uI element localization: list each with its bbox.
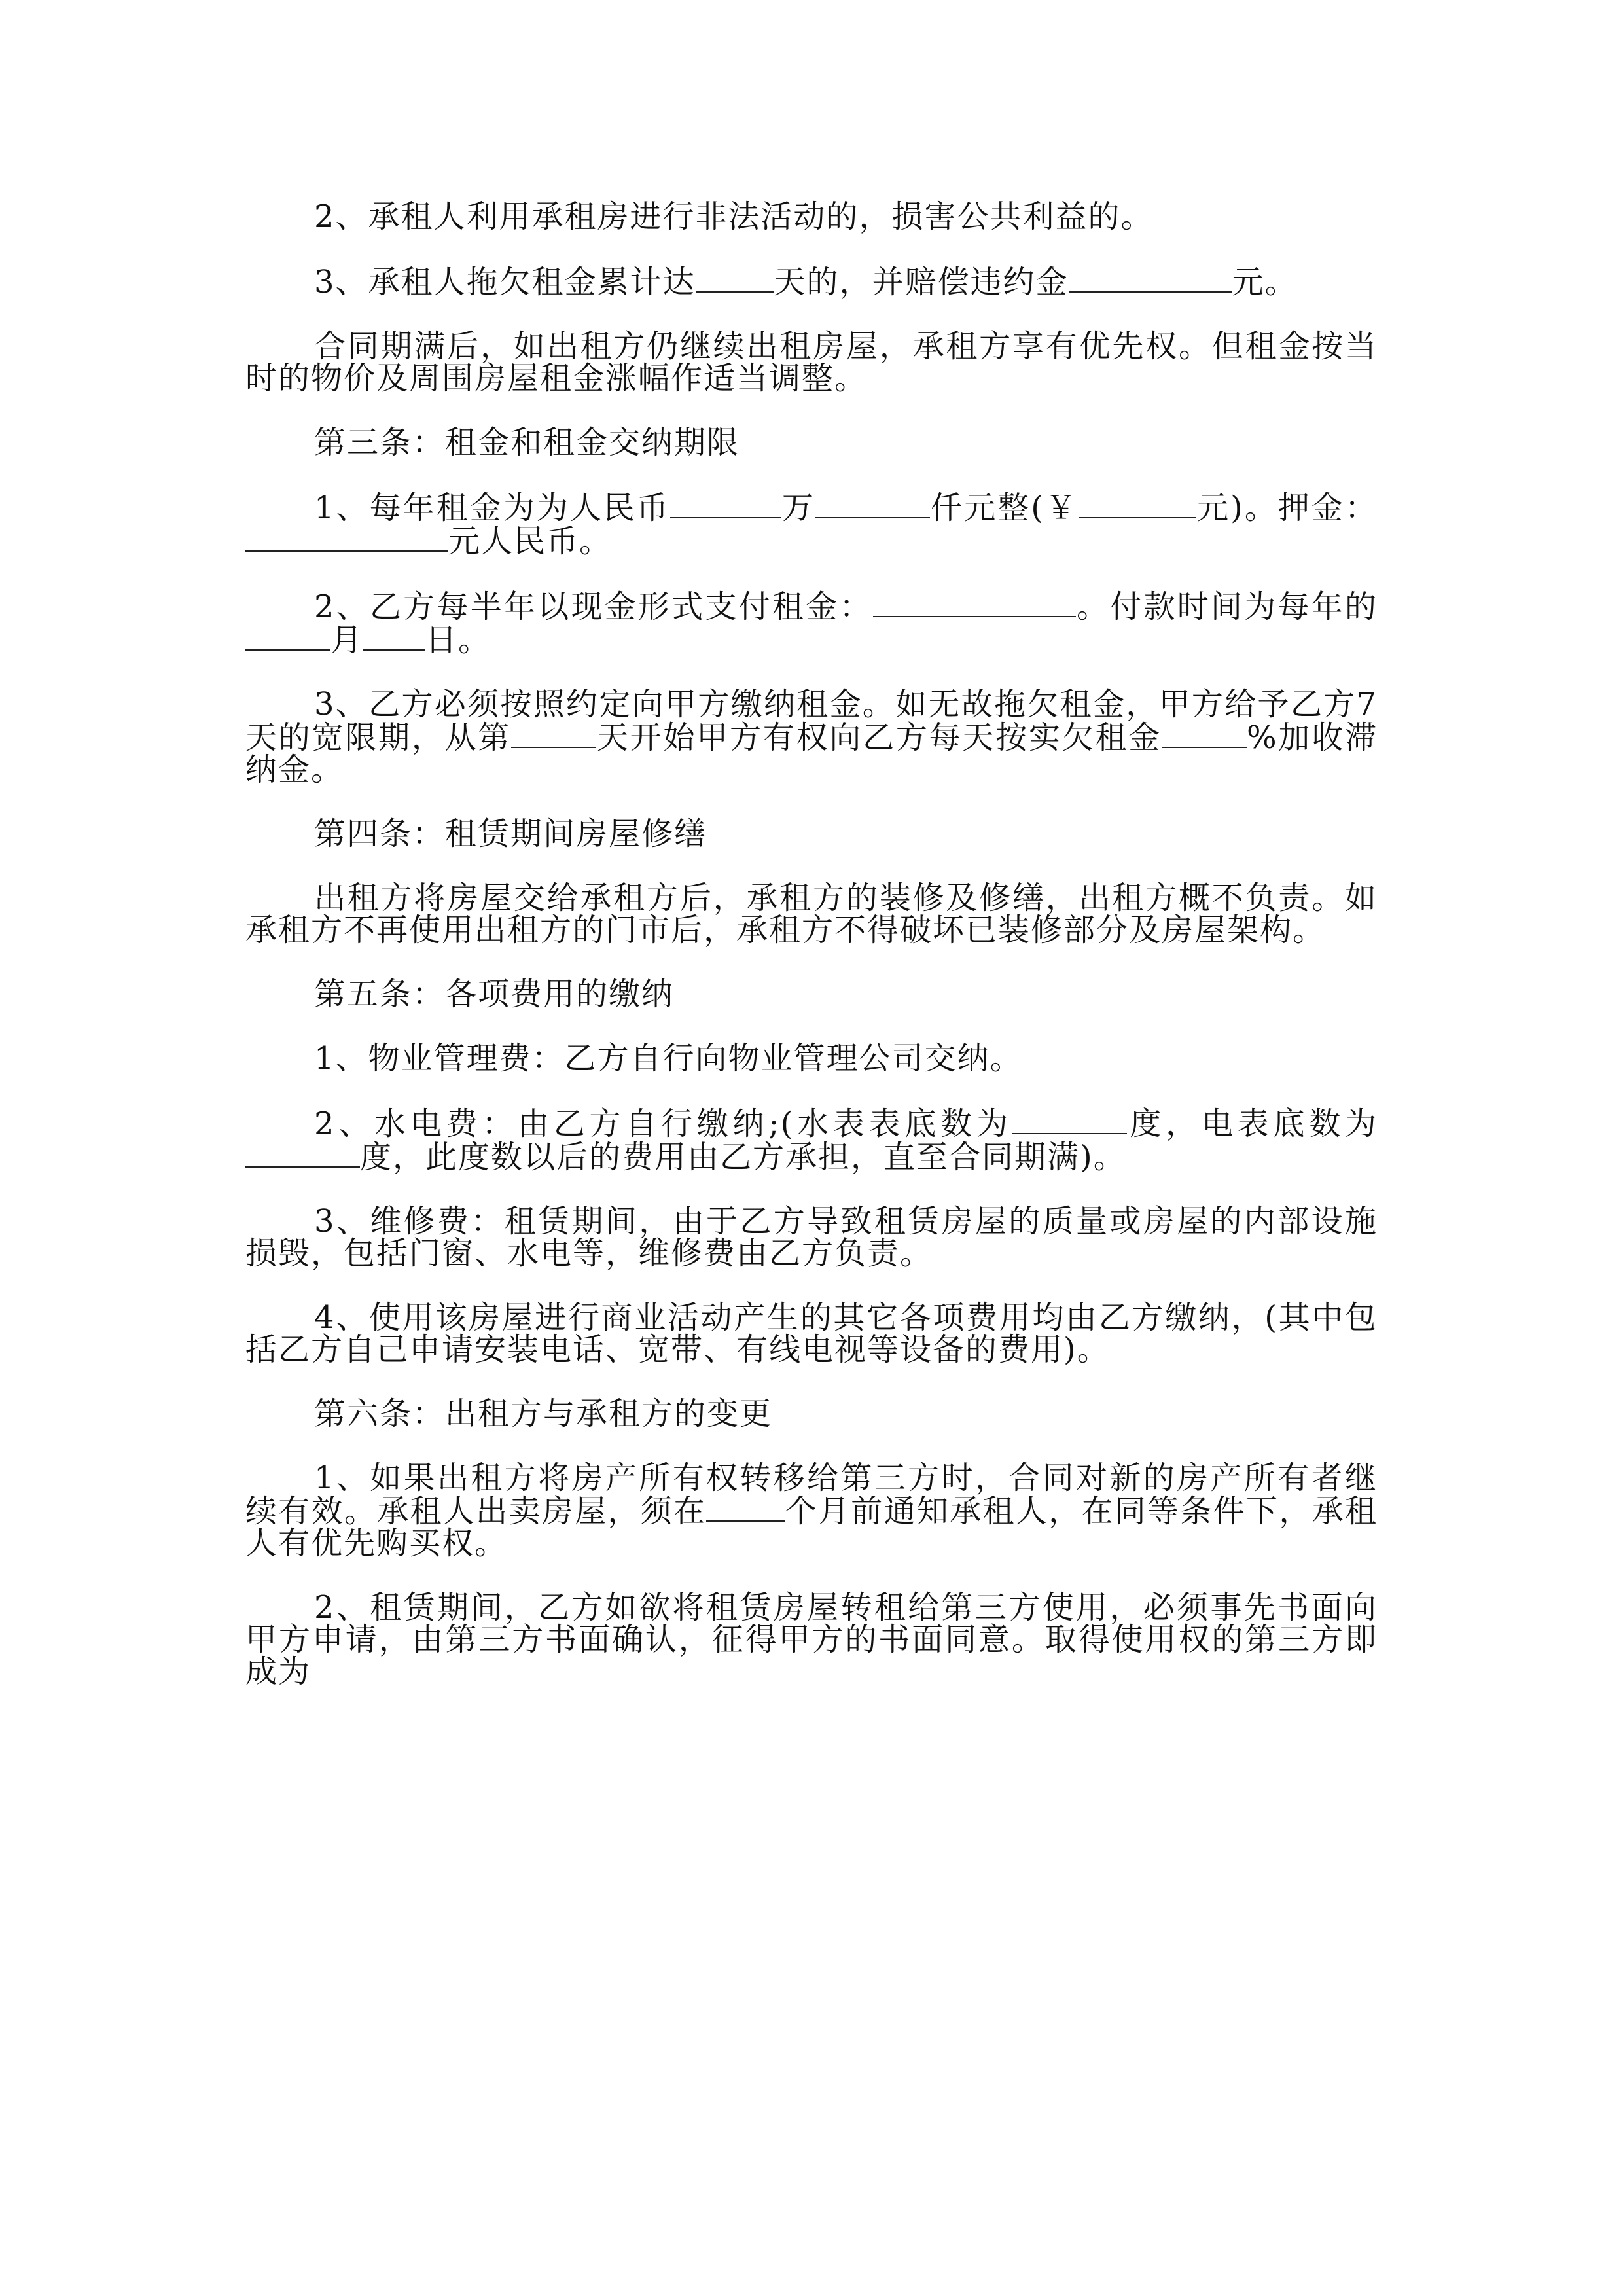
paragraph [245,590,1378,656]
text: 元)。押金： [1196,490,1378,526]
text: 1、物业管理费：乙方自行向物业管理公司交纳。 [314,1040,1023,1077]
paragraph [245,491,1378,558]
text: 2、租赁期间，乙方如欲将租赁房屋转租给第三方使用，必须事先书面向甲方申请，由第三方书面确认，征得甲方的书面同意。取得使用权的第三方即成为 [245,1589,1378,1690]
text: 第三条：租金和租金交纳期限 [314,424,740,461]
text: 1、如果出租方将房产所有权转移给第三方时，合同对新的房产所有者继续有效。承租人出卖房屋，须在 [245,1460,1378,1530]
text: 。付款时间为每年的 [1075,588,1378,625]
section-heading [245,818,1378,850]
blank-field [696,265,774,293]
text: 天的，并赔偿违约金 [774,264,1069,300]
paragraph [245,1040,1378,1077]
text: 第六条：出租方与承租方的变更 [314,1395,773,1432]
blank-field [245,1140,360,1168]
paragraph [245,1203,1378,1272]
section-heading [245,978,1378,1011]
text: 3、维修费：租赁期间，由于乙方导致租赁房屋的质量或房屋的内部设施损毁，包括门窗、水电等，维修费由乙方负责。 [245,1203,1378,1272]
paragraph [245,1107,1378,1174]
text: 合同期满后，如出租方仍继续出租房屋，承租方享有优先权。但租金按当时的物价及周围房屋租金涨幅作适当调整。 [245,328,1378,397]
text: 第五条：各项费用的缴纳 [314,976,675,1013]
text: 月 [330,622,364,658]
text: 度，此度数以后的费用由乙方承担，直至合同期满)。 [360,1139,1126,1175]
blank-field [245,623,330,651]
text: 2、承租人利用承租房进行非法活动的，损害公共利益的。 [314,198,1154,235]
blank-field [815,491,930,518]
text: 2、乙方每半年以现金形式支付租金： [314,588,873,625]
paragraph [245,686,1378,788]
blank-field [706,1494,785,1522]
text: %加收滞纳金。 [245,719,1378,788]
text: 天开始甲方有权向乙方每天按实欠租金 [596,719,1162,756]
blank-field [1162,721,1247,748]
text: 万 [781,490,816,526]
paragraph [245,198,1378,235]
blank-field [511,721,596,748]
paragraph [245,882,1378,946]
document-body [245,198,1378,1720]
blank-field [1012,1107,1127,1134]
section-heading [245,1395,1378,1432]
paragraph [245,1462,1378,1560]
text: 1、每年租金为为人民币 [314,490,670,526]
blank-field [363,623,425,651]
blank-field [873,590,1076,617]
text: 3、乙方必须按照约定向甲方缴纳租金。如无故拖欠租金，甲方给予乙方7天的宽限期，从第 [245,686,1378,756]
section-heading [245,424,1378,461]
blank-field [670,491,781,518]
text: 3、承租人拖欠租金累计达 [314,264,696,300]
paragraph [245,1589,1378,1690]
paragraph [245,328,1378,397]
blank-field [1069,265,1232,293]
paragraph [245,265,1378,298]
blank-field [245,524,448,552]
text: 元人民币。 [448,523,613,560]
text: 出租方将房屋交给承租方后，承租方的装修及修缮，出租方概不负责。如承租方不再使用出租方的门市后，承租方不得破坏已装修部分及房屋架构。 [245,880,1378,948]
text: 仟元整(￥ [930,490,1079,526]
text: 第四条：租赁期间房屋修缮 [314,816,707,852]
text: 4、使用该房屋进行商业活动产生的其它各项费用均由乙方缴纳，(其中包括乙方自己申请安装电话、宽带、有线电视等设备的费用)。 [245,1299,1378,1368]
text: 2、水电费：由乙方自行缴纳;(水表表底数为 [314,1105,1012,1142]
blank-field [1079,491,1196,518]
text: 元。 [1232,264,1298,300]
text: 个月前通知承租人，在同等条件下，承租人有优先购买权。 [245,1493,1378,1562]
paragraph [245,1299,1378,1368]
text: 度，电表底数为 [1126,1105,1378,1142]
text: 日。 [425,622,491,658]
